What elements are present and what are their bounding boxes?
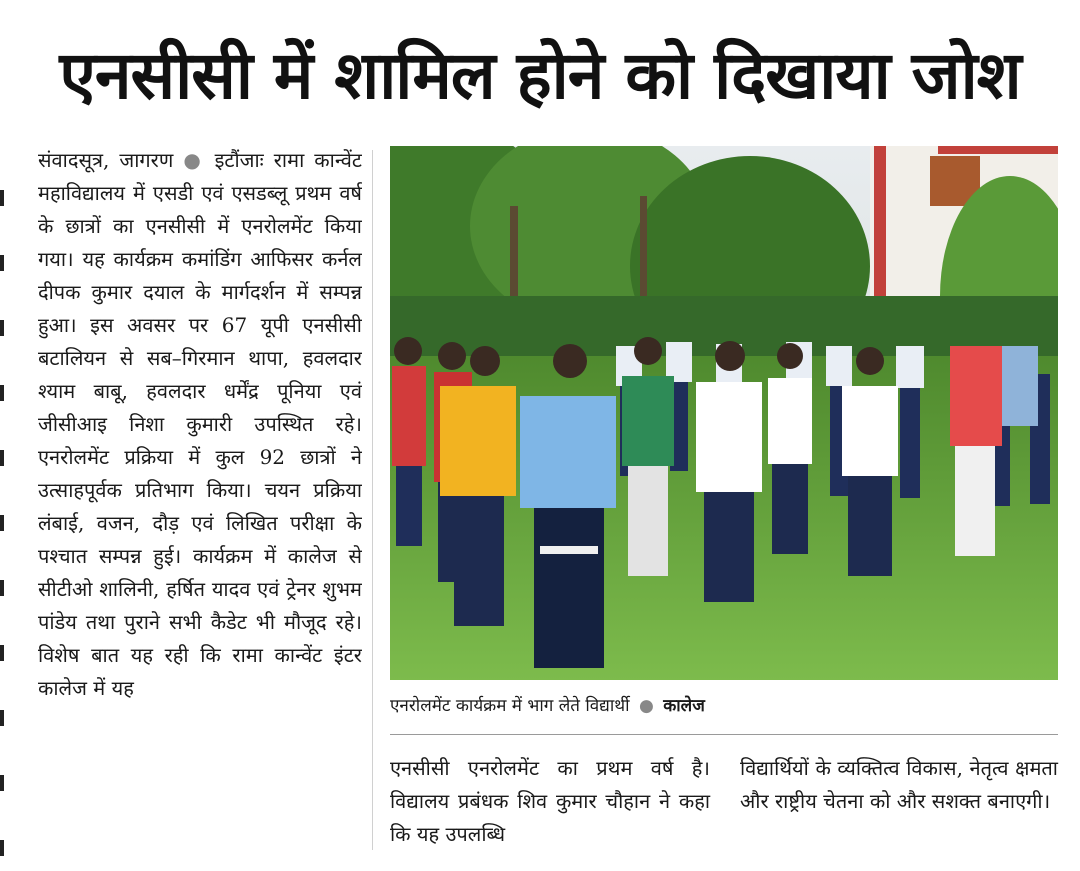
article-body-left-column (38, 144, 362, 856)
bullet-icon: ● (183, 148, 205, 172)
article-text-right: विद्यार्थियों के व्यक्तित्व विकास, नेतृत्व क्षमता और राष्ट्रीय चेतना को और सशक्त बनाएगी। (740, 756, 1058, 813)
article-text-middle: एनसीसी एनरोलमेंट का प्रथम वर्ष है। विद्यालय प्रबंधक शिव कुमार चौहान ने कहा कि यह उपलब्धि (390, 756, 710, 846)
article-body-right-column (740, 752, 1058, 818)
caption-rule (390, 734, 1058, 735)
caption-text: एनरोलमेंट कार्यक्रम में भाग लेते विद्यार्थी (390, 696, 630, 716)
adjacent-column-edge (0, 150, 6, 850)
headline: एनसीसी में शामिल होने को दिखाया जोश (59, 37, 1021, 114)
article-photo (390, 146, 1058, 680)
photo-caption (390, 694, 1058, 718)
bullet-icon: ● (638, 696, 654, 716)
photo-credit: कालेज (663, 696, 705, 716)
article-text-left: रामा कान्वेंट महाविद्यालय में एसडी एवं एसडब्लू प्रथम वर्ष के छात्रों का एनसीसी में एनरोलमेंट किया गया। यह कार्यक्रम कमांडिंग आफिसर कर्नल दीपक कुमार दयाल के मार्गदर्शन में सम्पन्न हुआ। इस अवसर पर 67 यूपी एनसीसी बटालियन से सब–गिरमान थापा, हवलदार श्याम बाबू, हवलदार धर्मेंद्र पूनिया एवं जीसीआइ निशा कुमारी उपस्थित रहे। एनरोलमेंट प्रक्रिया में कुल 92 छात्रों ने उत्साहपूर्वक प्रतिभाग किया। चयन प्रक्रिया लंबाई, वजन, दौड़ एवं लिखित परीक्षा के पश्चात सम्पन्न हुई। कार्यक्रम में कालेज से सीटीओ शालिनी, हर्षित यादव एवं ट्रेनर शुभम पांडेय तथा पुराने सभी कैडेट भी मौजूद रहे। विशेष बात यह रही कि रामा कान्वेंट इंटर कालेज में यह (38, 148, 362, 700)
dateline: इटौंजाः (214, 148, 264, 172)
byline: संवादसूत्र, जागरण (38, 148, 174, 172)
article-body-middle-column (390, 752, 710, 851)
column-divider (372, 150, 373, 850)
